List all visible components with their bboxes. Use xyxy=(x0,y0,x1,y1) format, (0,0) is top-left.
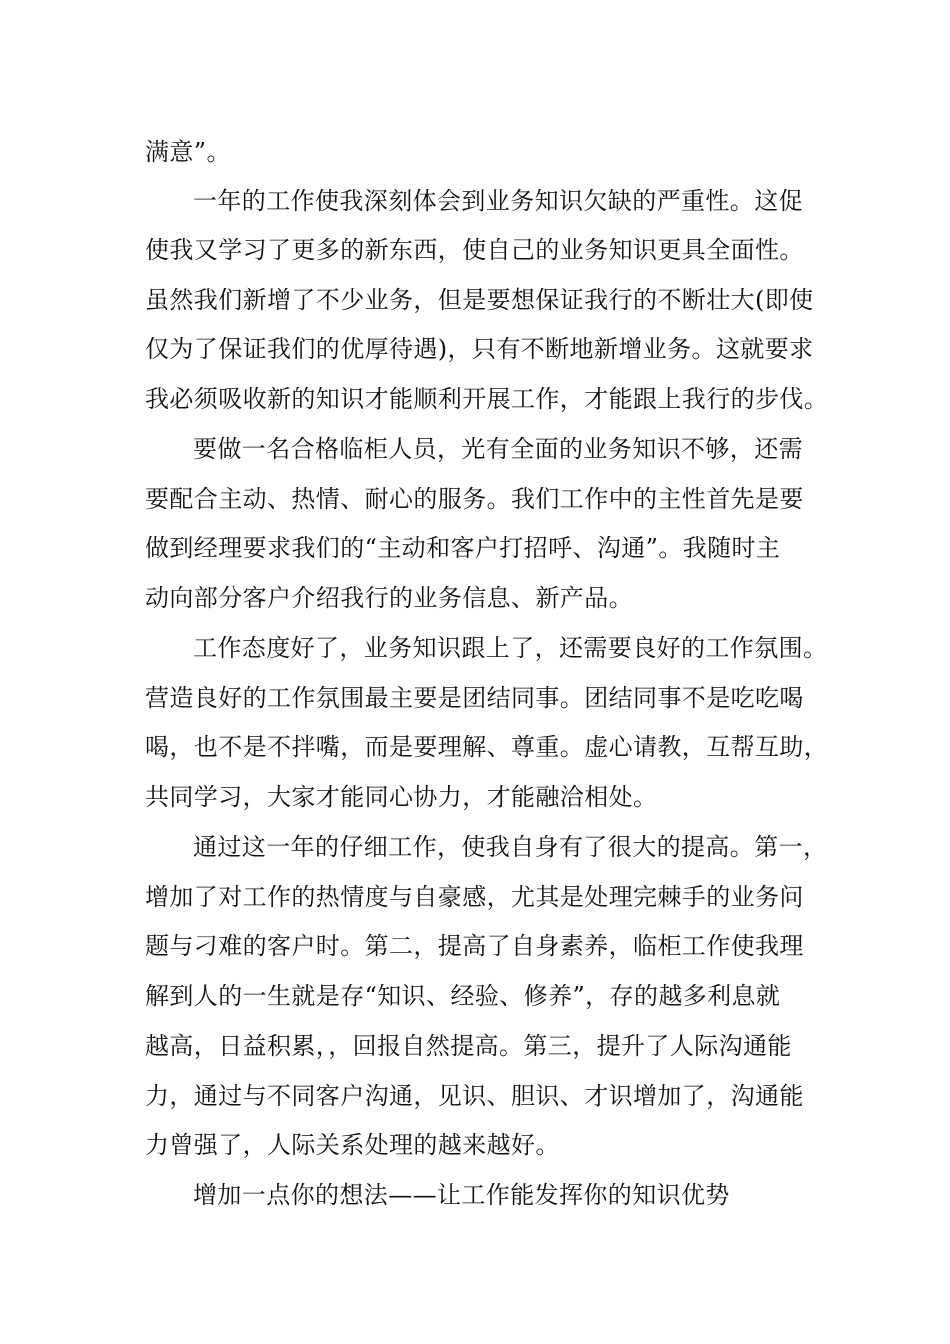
text-line: 增加了对工作的热情度与自豪感，尤其是处理完棘手的业务问 xyxy=(145,883,804,911)
text-line: 增加一点你的想法——让工作能发挥你的知识优势 xyxy=(193,1181,730,1209)
text-line: 喝，也不是不拌嘴，而是要理解、尊重。虚心请教，互帮互助， xyxy=(145,733,829,761)
text-line: 共同学习，大家才能同心协力，才能融洽相处。 xyxy=(145,783,658,811)
text-line: 仅为了保证我们的优厚待遇)，只有不断地新增业务。这就要求 xyxy=(145,335,814,363)
text-line: 力，通过与不同客户沟通，见识、胆识、才识增加了，沟通能 xyxy=(145,1082,804,1110)
text-line: 通过这一年的仔细工作，使我自身有了很大的提高。第一， xyxy=(193,833,828,861)
text-line: 解到人的一生就是存“知识、经验、修养”，存的越多利息就 xyxy=(145,982,781,1010)
text-line: 力曾强了，人际关系处理的越来越好。 xyxy=(145,1131,560,1159)
text-line: 工作态度好了，业务知识跟上了，还需要良好的工作氛围。 xyxy=(193,634,828,662)
text-line: 题与刁难的客户时。第二，提高了自身素养，临柜工作使我理 xyxy=(145,932,804,960)
text-line: 一年的工作使我深刻体会到业务知识欠缺的严重性。这促 xyxy=(193,187,803,215)
text-line: 越高，日益积累，，回报自然提高。第三，提升了人际沟通能 xyxy=(145,1032,792,1060)
text-line: 使我又学习了更多的新东西，使自己的业务知识更具全面性。 xyxy=(145,236,804,264)
text-line: 要配合主动、热情、耐心的服务。我们工作中的主性首先是要 xyxy=(145,485,804,513)
text-line: 做到经理要求我们的“主动和客户打招呼、沟通”。我随时主 xyxy=(145,534,781,562)
text-line: 营造良好的工作氛围最主要是团结同事。团结同事不是吃吃喝 xyxy=(145,684,804,712)
text-line: 虽然我们新增了不少业务，但是要想保证我行的不断壮大(即使 xyxy=(145,286,814,314)
text-line: 我必须吸收新的知识才能顺利开展工作，才能跟上我行的步伐。 xyxy=(145,385,829,413)
text-line: 要做一名合格临柜人员，光有全面的业务知识不够，还需 xyxy=(193,435,803,463)
text-line: 动向部分客户介绍我行的业务信息、新产品。 xyxy=(145,584,633,612)
text-line: 满意”。 xyxy=(145,138,231,166)
